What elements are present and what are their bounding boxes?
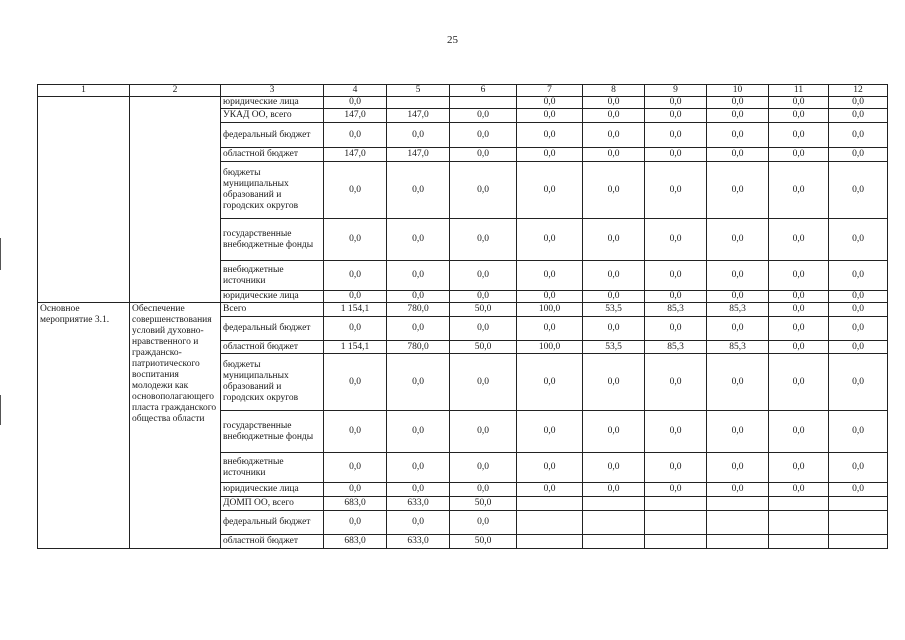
value-cell: 0,0 [645, 411, 707, 453]
source-label: УКАД ОО, всего [221, 109, 324, 123]
value-cell: 0,0 [707, 162, 769, 219]
value-cell: 0,0 [829, 341, 888, 354]
value-cell [645, 497, 707, 511]
value-cell: 53,5 [583, 303, 645, 317]
value-cell: 0,0 [645, 261, 707, 291]
source-label: бюджеты муниципальных образований и городских округов [221, 354, 324, 411]
source-label: внебюджетные источники [221, 453, 324, 483]
value-cell: 147,0 [324, 109, 387, 123]
value-cell: 100,0 [517, 341, 583, 354]
value-cell [707, 497, 769, 511]
value-cell: 0,0 [829, 291, 888, 303]
value-cell: 0,0 [583, 123, 645, 148]
value-cell: 0,0 [829, 303, 888, 317]
column-header: 5 [387, 85, 450, 97]
value-cell: 85,3 [645, 341, 707, 354]
value-cell [769, 497, 829, 511]
column-header: 10 [707, 85, 769, 97]
header-row [38, 85, 888, 97]
value-cell: 0,0 [324, 219, 387, 261]
value-cell: 0,0 [829, 109, 888, 123]
value-cell: 0,0 [450, 453, 517, 483]
value-cell [645, 535, 707, 549]
value-cell: 0,0 [517, 483, 583, 497]
value-cell: 0,0 [324, 483, 387, 497]
value-cell: 53,5 [583, 341, 645, 354]
value-cell: 780,0 [387, 341, 450, 354]
value-cell: 0,0 [324, 261, 387, 291]
source-label: федеральный бюджет [221, 123, 324, 148]
value-cell: 0,0 [829, 261, 888, 291]
value-cell: 0,0 [769, 303, 829, 317]
value-cell: 0,0 [450, 123, 517, 148]
value-cell: 0,0 [769, 148, 829, 162]
value-cell: 0,0 [645, 219, 707, 261]
value-cell: 100,0 [517, 303, 583, 317]
value-cell: 0,0 [583, 148, 645, 162]
value-cell: 0,0 [324, 317, 387, 341]
value-cell: 683,0 [324, 497, 387, 511]
source-label: бюджеты муниципальных образований и городских округов [221, 162, 324, 219]
value-cell: 0,0 [517, 219, 583, 261]
value-cell: 1 154,1 [324, 303, 387, 317]
value-cell: 0,0 [645, 109, 707, 123]
value-cell: 0,0 [645, 291, 707, 303]
scan-edge-mark [0, 238, 1, 270]
value-cell: 1 154,1 [324, 341, 387, 354]
value-cell: 0,0 [829, 97, 888, 109]
description-cell: Обеспечение совершенствования условий духовно-нравственного и гражданско-патриотического воспитания молодежи как основополагающего пласта гражданского общества области [130, 303, 221, 549]
column-header: 8 [583, 85, 645, 97]
column-header: 2 [130, 85, 221, 97]
value-cell: 85,3 [707, 303, 769, 317]
value-cell: 0,0 [707, 453, 769, 483]
value-cell: 0,0 [707, 291, 769, 303]
value-cell: 0,0 [450, 411, 517, 453]
source-label: ДОМП ОО, всего [221, 497, 324, 511]
value-cell: 0,0 [583, 483, 645, 497]
value-cell: 0,0 [707, 483, 769, 497]
value-cell: 0,0 [517, 123, 583, 148]
value-cell: 0,0 [387, 483, 450, 497]
source-label: внебюджетные источники [221, 261, 324, 291]
value-cell [517, 535, 583, 549]
activity-cell: Основное мероприятие 3.1. [38, 303, 130, 549]
column-header: 1 [38, 85, 130, 97]
value-cell [769, 535, 829, 549]
value-cell: 0,0 [387, 219, 450, 261]
value-cell: 0,0 [707, 109, 769, 123]
value-cell [829, 511, 888, 535]
value-cell: 0,0 [324, 291, 387, 303]
value-cell [769, 511, 829, 535]
value-cell: 0,0 [769, 162, 829, 219]
value-cell: 0,0 [707, 354, 769, 411]
value-cell: 0,0 [387, 411, 450, 453]
value-cell: 147,0 [387, 148, 450, 162]
value-cell: 0,0 [324, 123, 387, 148]
value-cell: 0,0 [324, 411, 387, 453]
value-cell [517, 511, 583, 535]
source-label: юридические лица [221, 291, 324, 303]
value-cell: 780,0 [387, 303, 450, 317]
value-cell: 0,0 [517, 261, 583, 291]
scan-edge-mark [0, 395, 1, 425]
value-cell: 0,0 [769, 317, 829, 341]
value-cell: 0,0 [450, 317, 517, 341]
source-label: областной бюджет [221, 535, 324, 549]
value-cell [387, 97, 450, 109]
value-cell [829, 497, 888, 511]
column-header: 9 [645, 85, 707, 97]
source-label: государственные внебюджетные фонды [221, 219, 324, 261]
value-cell: 0,0 [387, 162, 450, 219]
value-cell [645, 511, 707, 535]
value-cell: 0,0 [517, 354, 583, 411]
value-cell: 0,0 [387, 291, 450, 303]
value-cell: 50,0 [450, 303, 517, 317]
value-cell: 0,0 [517, 317, 583, 341]
value-cell: 633,0 [387, 535, 450, 549]
value-cell: 0,0 [769, 261, 829, 291]
value-cell: 147,0 [387, 109, 450, 123]
column-header: 7 [517, 85, 583, 97]
column-header: 12 [829, 85, 888, 97]
value-cell: 0,0 [517, 291, 583, 303]
value-cell: 0,0 [829, 453, 888, 483]
value-cell: 683,0 [324, 535, 387, 549]
value-cell: 0,0 [645, 453, 707, 483]
source-label: областной бюджет [221, 341, 324, 354]
value-cell: 0,0 [769, 453, 829, 483]
value-cell: 0,0 [829, 162, 888, 219]
value-cell: 0,0 [829, 317, 888, 341]
value-cell: 0,0 [517, 109, 583, 123]
value-cell: 0,0 [324, 354, 387, 411]
column-header: 4 [324, 85, 387, 97]
value-cell: 0,0 [324, 97, 387, 109]
value-cell: 0,0 [583, 261, 645, 291]
value-cell: 50,0 [450, 341, 517, 354]
value-cell: 0,0 [517, 148, 583, 162]
value-cell: 0,0 [707, 219, 769, 261]
value-cell: 0,0 [450, 511, 517, 535]
value-cell: 0,0 [450, 354, 517, 411]
value-cell: 0,0 [769, 411, 829, 453]
source-label: федеральный бюджет [221, 317, 324, 341]
value-cell: 0,0 [645, 317, 707, 341]
value-cell [707, 535, 769, 549]
value-cell: 0,0 [517, 411, 583, 453]
value-cell: 147,0 [324, 148, 387, 162]
value-cell: 0,0 [450, 219, 517, 261]
value-cell: 0,0 [583, 97, 645, 109]
value-cell: 0,0 [517, 97, 583, 109]
value-cell [707, 511, 769, 535]
value-cell: 0,0 [769, 354, 829, 411]
value-cell: 0,0 [324, 511, 387, 535]
value-cell: 0,0 [450, 483, 517, 497]
value-cell: 0,0 [387, 123, 450, 148]
value-cell: 0,0 [829, 123, 888, 148]
value-cell: 0,0 [450, 148, 517, 162]
value-cell: 85,3 [707, 341, 769, 354]
value-cell: 0,0 [769, 109, 829, 123]
value-cell: 0,0 [769, 341, 829, 354]
table-body [38, 85, 888, 549]
value-cell: 0,0 [829, 219, 888, 261]
value-cell [583, 511, 645, 535]
value-cell: 0,0 [645, 483, 707, 497]
source-label: федеральный бюджет [221, 511, 324, 535]
value-cell: 0,0 [583, 354, 645, 411]
value-cell [583, 497, 645, 511]
value-cell: 0,0 [583, 162, 645, 219]
value-cell: 0,0 [583, 219, 645, 261]
value-cell: 0,0 [707, 411, 769, 453]
value-cell: 0,0 [583, 411, 645, 453]
value-cell: 0,0 [324, 162, 387, 219]
value-cell: 50,0 [450, 535, 517, 549]
column-header: 6 [450, 85, 517, 97]
value-cell: 0,0 [387, 453, 450, 483]
value-cell: 633,0 [387, 497, 450, 511]
source-label: областной бюджет [221, 148, 324, 162]
description-cell [130, 97, 221, 303]
value-cell: 0,0 [707, 317, 769, 341]
value-cell: 0,0 [517, 453, 583, 483]
source-label: юридические лица [221, 483, 324, 497]
value-cell [517, 497, 583, 511]
value-cell: 0,0 [829, 483, 888, 497]
page-number: 25 [447, 34, 458, 46]
budget-table [37, 84, 888, 549]
value-cell: 0,0 [645, 148, 707, 162]
value-cell: 0,0 [387, 317, 450, 341]
table-row [38, 303, 888, 317]
source-label: Всего [221, 303, 324, 317]
value-cell: 0,0 [583, 109, 645, 123]
value-cell: 0,0 [583, 453, 645, 483]
value-cell: 0,0 [707, 148, 769, 162]
activity-cell [38, 97, 130, 303]
source-label: государственные внебюджетные фонды [221, 411, 324, 453]
source-label: юридические лица [221, 97, 324, 109]
value-cell: 0,0 [769, 97, 829, 109]
value-cell: 0,0 [707, 123, 769, 148]
value-cell: 0,0 [583, 317, 645, 341]
value-cell: 0,0 [769, 483, 829, 497]
value-cell: 0,0 [517, 162, 583, 219]
value-cell: 0,0 [387, 511, 450, 535]
value-cell: 0,0 [324, 453, 387, 483]
column-header: 11 [769, 85, 829, 97]
value-cell: 0,0 [707, 97, 769, 109]
value-cell: 0,0 [645, 123, 707, 148]
value-cell: 0,0 [829, 354, 888, 411]
value-cell: 85,3 [645, 303, 707, 317]
value-cell: 0,0 [829, 411, 888, 453]
column-header: 3 [221, 85, 324, 97]
value-cell: 0,0 [645, 354, 707, 411]
value-cell: 0,0 [387, 354, 450, 411]
value-cell: 50,0 [450, 497, 517, 511]
value-cell: 0,0 [769, 219, 829, 261]
value-cell: 0,0 [645, 97, 707, 109]
value-cell: 0,0 [707, 261, 769, 291]
value-cell: 0,0 [769, 123, 829, 148]
value-cell: 0,0 [645, 162, 707, 219]
table-row [38, 97, 888, 109]
value-cell: 0,0 [387, 261, 450, 291]
value-cell [450, 97, 517, 109]
value-cell: 0,0 [769, 291, 829, 303]
value-cell: 0,0 [450, 162, 517, 219]
value-cell [583, 535, 645, 549]
value-cell: 0,0 [450, 109, 517, 123]
value-cell: 0,0 [829, 148, 888, 162]
value-cell: 0,0 [450, 291, 517, 303]
value-cell [829, 535, 888, 549]
value-cell: 0,0 [583, 291, 645, 303]
value-cell: 0,0 [450, 261, 517, 291]
